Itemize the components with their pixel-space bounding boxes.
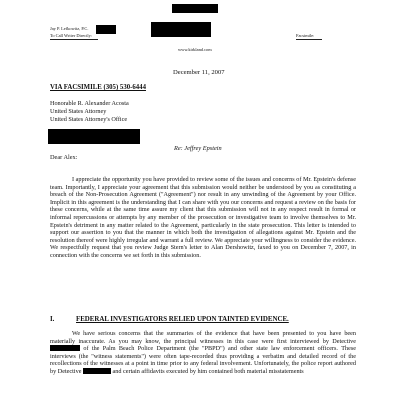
- recipient-office: United States Attorney's Office: [50, 116, 128, 123]
- redaction-bar: [172, 4, 218, 13]
- attorney-name: Jay P. Lefkowitz, P.C.: [50, 26, 89, 31]
- redaction-bar: [48, 129, 140, 144]
- letter-date: December 11, 2007: [173, 69, 225, 76]
- re-line: Re: Jeffrey Epstein: [174, 145, 222, 152]
- recipient-name: Honorable R. Alexander Acosta: [50, 100, 129, 107]
- section-number: I.: [50, 316, 55, 323]
- redaction-bar: [96, 25, 116, 34]
- section-heading-text: FEDERAL INVESTIGATORS RELIED UPON TAINTED EVIDENCE.: [76, 316, 289, 323]
- delivery-method: VIA FACSIMILE (305) 530-6444: [50, 84, 146, 91]
- direct-dial-label: To Call Writer Directly:: [50, 33, 92, 38]
- redaction-bar: [151, 22, 211, 37]
- recipient-title: United States Attorney: [50, 108, 107, 115]
- paragraph-text: of the Palm Beach Police Department (the "PBPD") and other state law enforcement officers. These interviews (the "witness statements") were often tape-recorded thus providing a verbatim and detailed record of the recollections of the witnesses at a point in time prior to any federal involvement. Unfortunately, the police report authored by Detective: [50, 345, 356, 375]
- facsimile-underline: [296, 39, 322, 40]
- direct-dial-underline: [50, 39, 98, 40]
- letter-body-continued: [50, 330, 356, 383]
- salutation: Dear Alex:: [50, 154, 78, 161]
- redaction-bar: [50, 345, 80, 351]
- section-heading: [50, 316, 289, 323]
- body-paragraph: [50, 330, 356, 376]
- facsimile-label: Facsimile:: [296, 33, 315, 38]
- letter-body: [50, 176, 356, 267]
- website: www.kirkland.com: [178, 47, 212, 52]
- paragraph-text: We have serious concerns that the summaries of the evidence that have been presented to you have been materially inaccurate. As you may know, the principal witnesses in this case were first interviewed by Detective: [50, 330, 356, 345]
- paragraph-text: and certain affidavits executed by him contained both material misstatements: [112, 367, 304, 375]
- redaction-bar: [83, 368, 111, 374]
- body-paragraph: I appreciate the opportunity you have provided to review some of the issues and concerns of Mr. Epstein's defense team. Importantly, I appreciate your agreement that this submission would neither be understood by you as constituting a breach of the Non-Prosecution Agreement ("Agreement") nor result in any unwinding of the Agreement by your Office. Implicit in this agreement is the understanding that I can share with you our concerns and request a review on the basis for these concerns, while at the same time assure my client that this submission will not in any respect result in formal or informal repercussions or attempts by any member of the prosecution or investigative team to involve themselves to Mr. Epstein's detriment in any matter related to the Agreement, particularly in the state prosecution. This letter is intended to support our assertion to you that the manner in which both the investigation of allegations against Mr. Epstein and the resolution thereof were highly irregular and warrant a full review. We appreciate your willingness to consider the evidence. We respectfully request that you review Judge Stern's letter to Alan Dershowitz, faxed to you on December 7, 2007, in connection with the concerns we set forth in this submission.: [50, 176, 356, 259]
